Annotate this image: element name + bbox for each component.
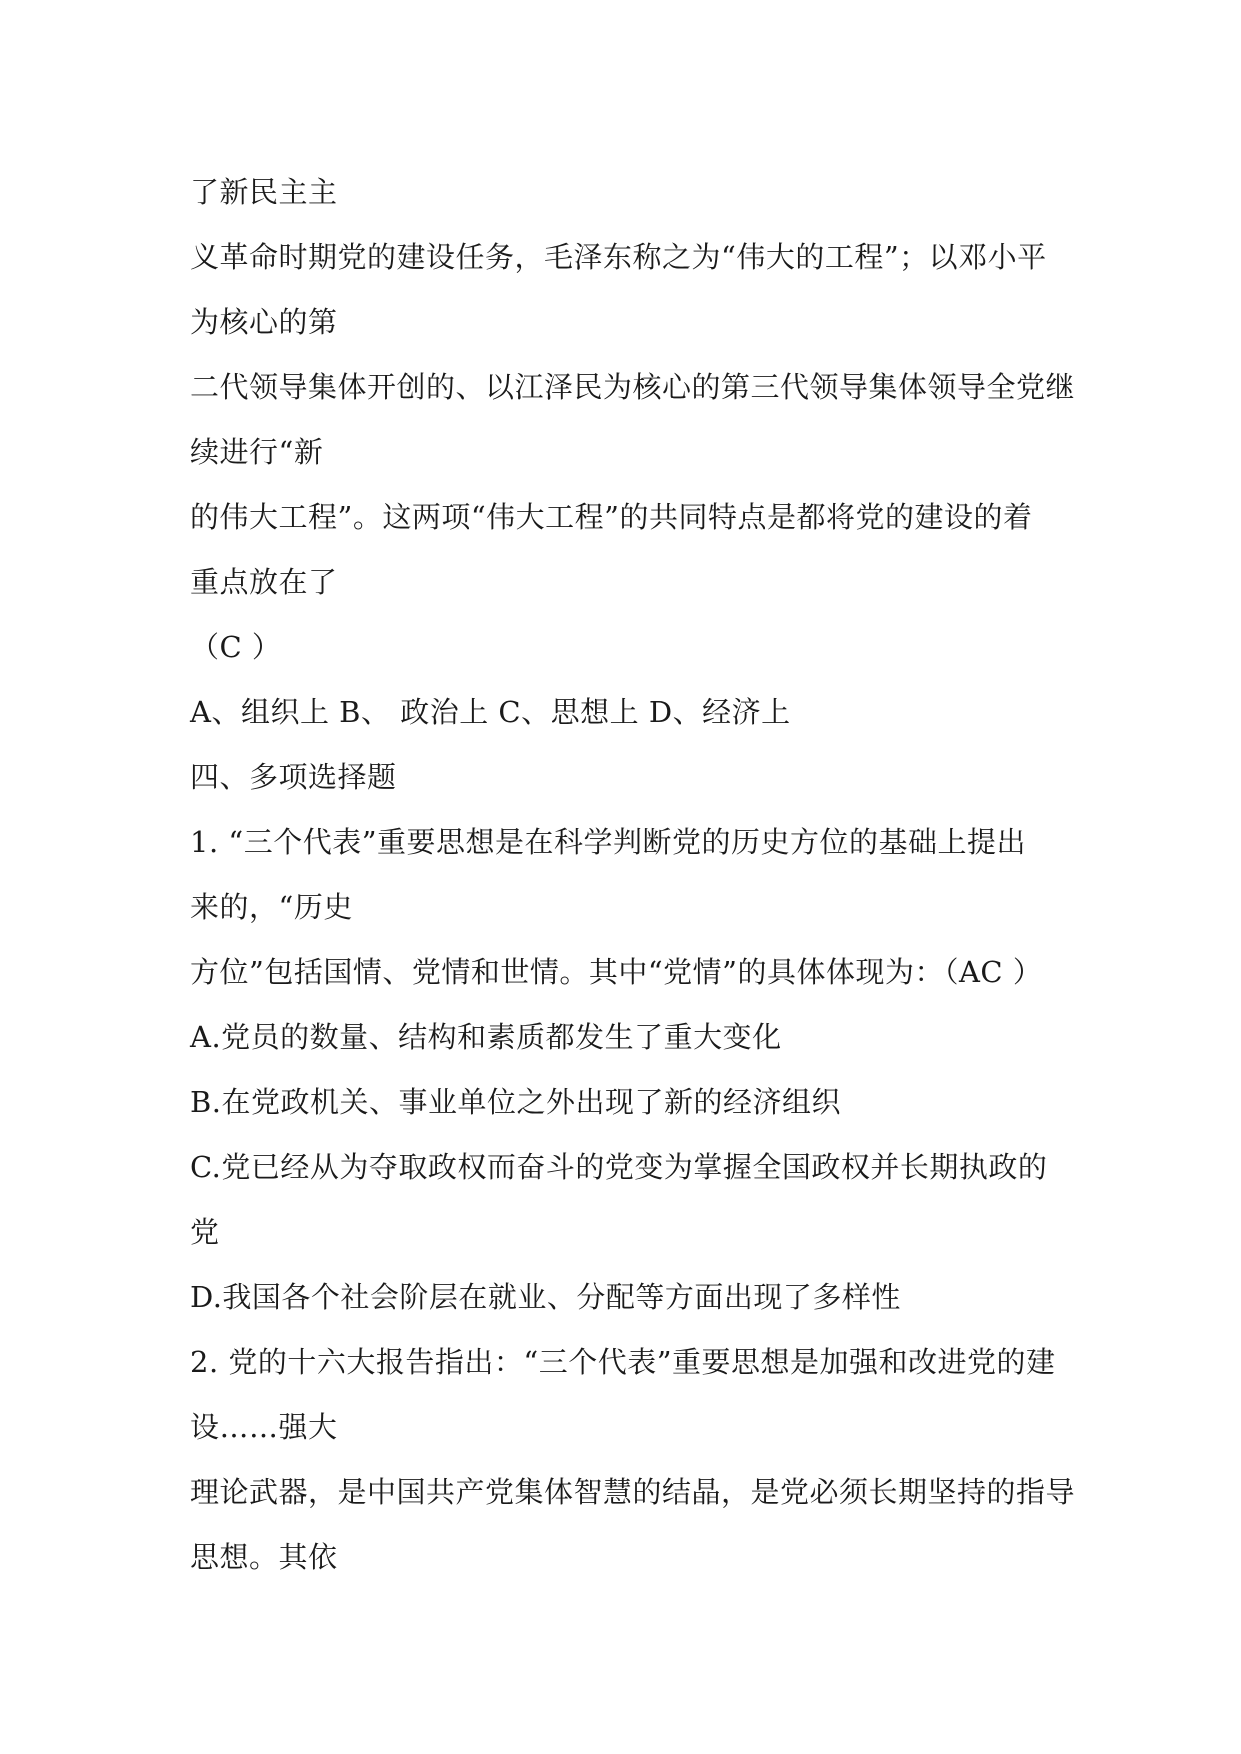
question-2-line: 2. 党的十六大报告指出：“三个代表”重要思想是加强和改进党的建 [190,1345,1056,1379]
option-d: D.我国各个社会阶层在就业、分配等方面出现了多样性 [190,1280,901,1314]
answer-line: （C ） [190,630,282,664]
text-line: 理论武器，是中国共产党集体智慧的结晶，是党必须长期坚持的指导 [190,1475,1076,1509]
option-b: B.在党政机关、事业单位之外出现了新的经济组织 [190,1085,842,1119]
text-line: 重点放在了 [190,565,338,599]
text-line: 设……强大 [190,1410,338,1444]
section-heading: 四、多项选择题 [190,760,397,794]
text-line: 续进行“新 [190,435,324,469]
text-line: 为核心的第 [190,305,338,339]
text-line: 义革命时期党的建设任务，毛泽东称之为“伟大的工程”；以邓小平 [190,240,1047,274]
text-line: 思想。其依 [190,1540,338,1574]
option-a: A.党员的数量、结构和素质都发生了重大变化 [190,1020,782,1054]
text-line: 党 [190,1215,220,1249]
options-line: A、组织上 B、 政治上 C、思想上 D、经济上 [190,695,791,729]
text-line: 来的，“历史 [190,890,353,924]
text-line: 方位”包括国情、党情和世情。其中“党情”的具体体现为：（AC ） [190,955,1043,989]
text-line: 二代领导集体开创的、以江泽民为核心的第三代领导集体领导全党继 [190,370,1076,404]
document-body [190,160,1190,1590]
text-line: 的伟大工程”。这两项“伟大工程”的共同特点是都将党的建设的着 [190,500,1033,534]
text-line: 了新民主主 [190,175,338,209]
question-1-line: 1. “三个代表”重要思想是在科学判断党的历史方位的基础上提出 [190,825,1027,859]
option-c: C.党已经从为夺取政权而奋斗的党变为掌握全国政权并长期执政的 [190,1150,1048,1184]
